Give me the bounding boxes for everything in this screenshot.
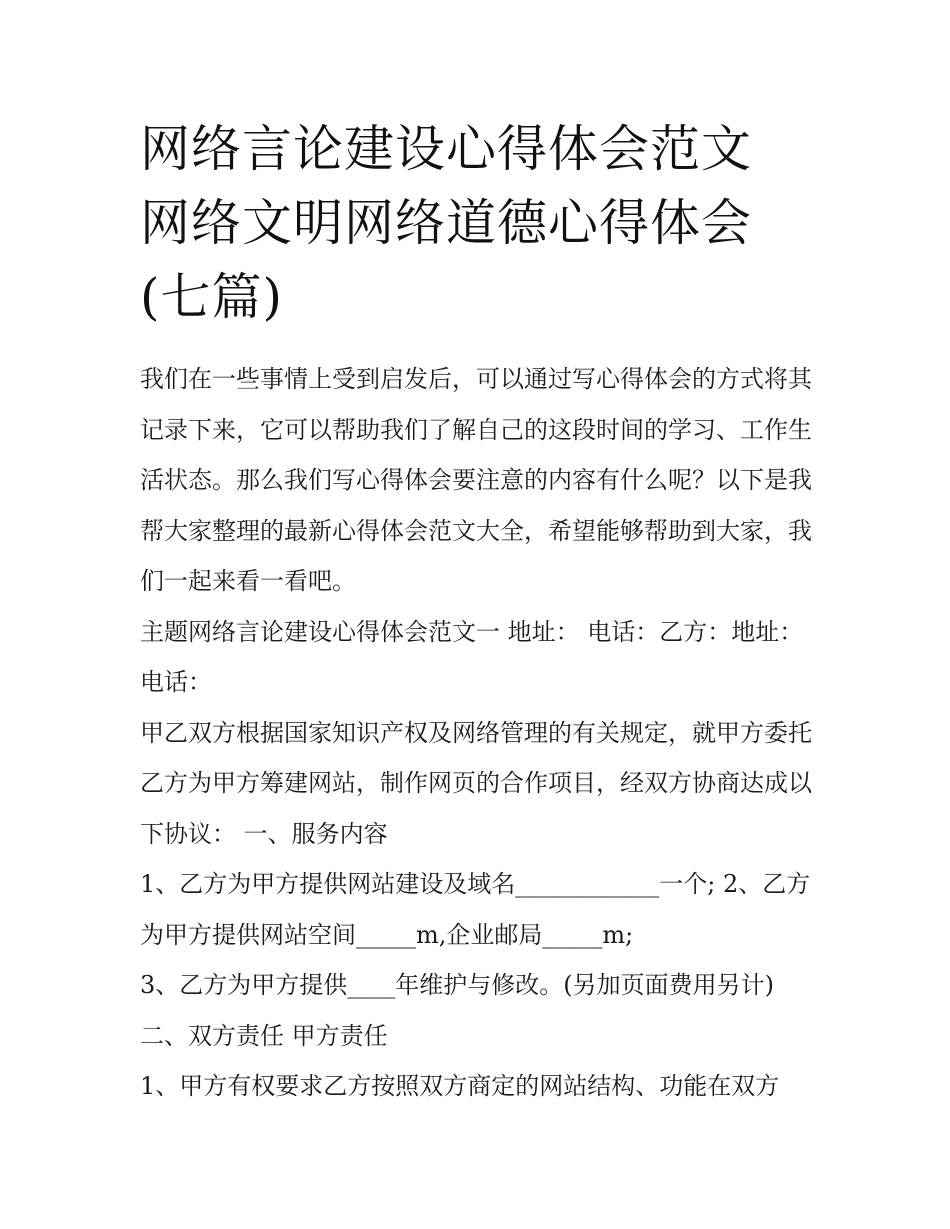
service-item-1-2: 1、乙方为甲方提供网站建设及域名____________一个; 2、乙方为甲方提供网站空间_____m,企业邮局_____m; [140,870,811,949]
document-page [140,112,815,1112]
intro-paragraph: 我们在一些事情上受到启发后，可以通过写心得体会的方式将其记录下来，它可以帮助我们了解自己的这段时间的学习、工作生活状态。那么我们写心得体会要注意的内容有什么呢？以下是我帮大家整理的最新心得体会范文大全，希望能够帮助到大家，我们一起来看一看吧。 [140,365,812,595]
service-item-3: 3、乙方为甲方提供____年维护与修改。(另加页面费用另计) [140,971,774,999]
agreement-paragraph: 甲乙双方根据国家知识产权及网络管理的有关规定，就甲方委托乙方为甲方筹建网站，制作网页的合作项目，经双方协商达成以下协议： 一、服务内容 [140,718,812,848]
party-a-item-1: 1、甲方有权要求乙方按照双方商定的网站结构、功能在双方 [140,1072,780,1100]
contact-paragraph: 主题网络言论建设心得体会范文一 地址： 电话：乙方：地址：电话： [140,617,804,696]
document-body [140,354,815,1112]
section-heading-responsibilities: 二、双方责任 甲方责任 [140,1021,388,1050]
document-title: 网络言论建设心得体会范文 网络文明网络道德心得体会(七篇) [140,120,752,326]
